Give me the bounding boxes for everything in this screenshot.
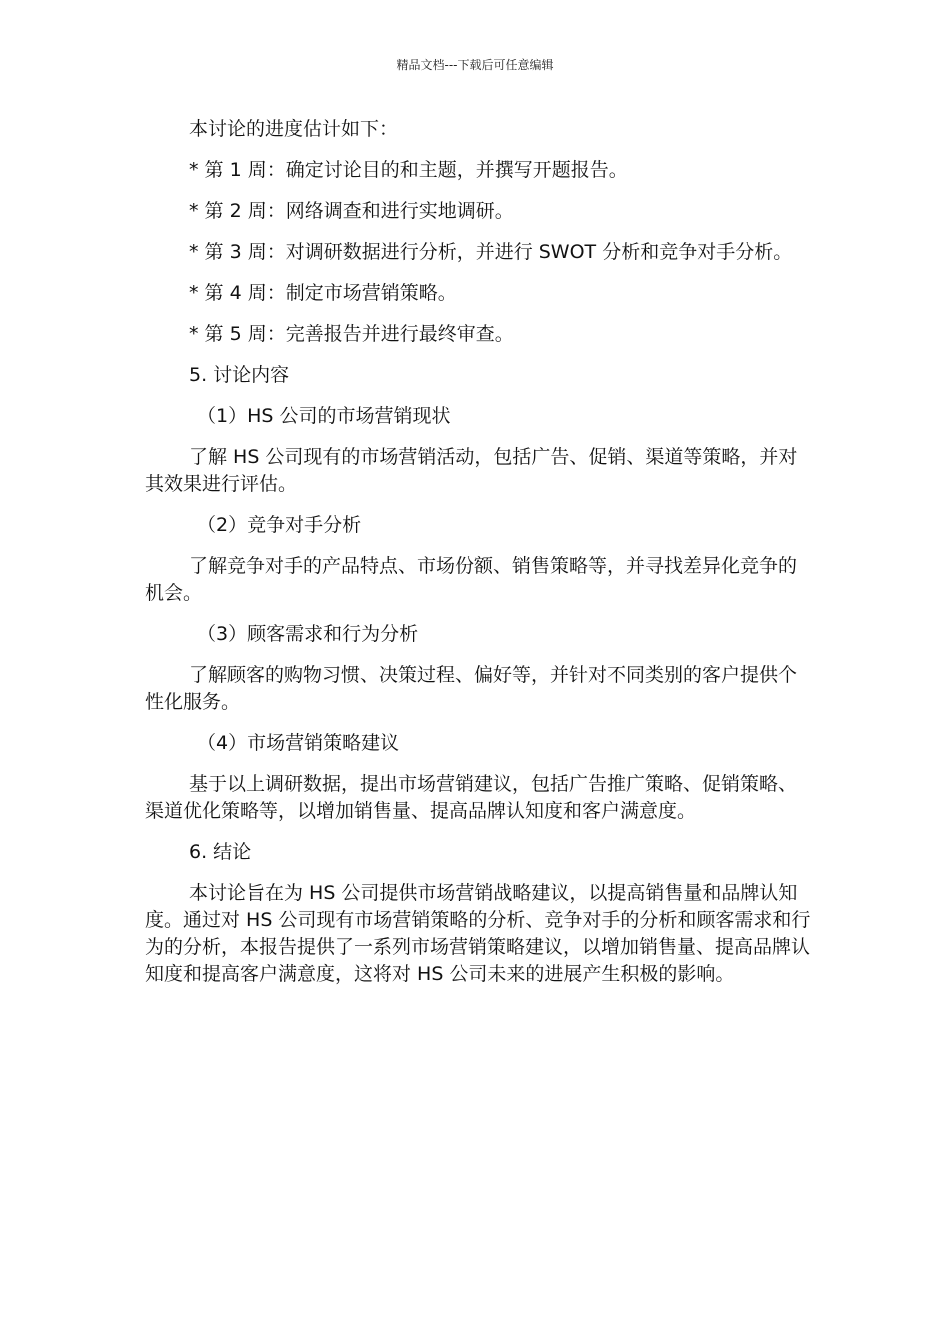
section-5-item-3-body: 了解顾客的购物习惯、决策过程、偏好等，并针对不同类别的客户提供个性化服务。	[145, 664, 798, 713]
section-5-item-2-body: 了解竞争对手的产品特点、市场份额、销售策略等，并寻找差异化竞争的机会。	[145, 555, 798, 604]
section-6-heading: 6. 结论	[189, 841, 252, 863]
schedule-week-3: * 第 3 周：对调研数据进行分析，并进行 SWOT 分析和竞争对手分析。	[189, 241, 793, 263]
section-5-item-1-title: （1）HS 公司的市场营销现状	[197, 405, 451, 427]
section-5-item-1-body: 了解 HS 公司现有的市场营销活动，包括广告、促销、渠道等策略，并对其效果进行评估。	[145, 446, 798, 495]
section-5-item-3-title: （3）顾客需求和行为分析	[197, 623, 419, 645]
schedule-week-5: * 第 5 周：完善报告并进行最终审查。	[189, 323, 514, 345]
section-5-item-2-title: （2）竞争对手分析	[197, 514, 362, 536]
schedule-week-2: * 第 2 周：网络调查和进行实地调研。	[189, 200, 514, 222]
section-5-item-4-title: （4）市场营销策略建议	[197, 732, 400, 754]
document-body	[145, 116, 811, 1002]
section-6-body: 本讨论旨在为 HS 公司提供市场营销战略建议，以提高销售量和品牌认知度。通过对 HS 公司现有市场营销策略的分析、竞争对手的分析和顾客需求和行为的分析，本报告提供了一系列市场营销策略建议，以增加销售量、提高品牌认知度和提高客户满意度，这将对 HS 公司未来的进展产生积极的影响。	[145, 882, 811, 985]
section-5-heading: 5. 讨论内容	[189, 364, 290, 386]
page-header: 精品文档---下载后可任意编辑	[396, 58, 554, 72]
schedule-week-1: * 第 1 周：确定讨论目的和主题，并撰写开题报告。	[189, 159, 628, 181]
schedule-intro: 本讨论的进度估计如下：	[189, 118, 399, 140]
section-5-item-4-body: 基于以上调研数据，提出市场营销建议，包括广告推广策略、促销策略、渠道优化策略等，以增加销售量、提高品牌认知度和客户满意度。	[145, 773, 798, 822]
schedule-week-4: * 第 4 周：制定市场营销策略。	[189, 282, 457, 304]
